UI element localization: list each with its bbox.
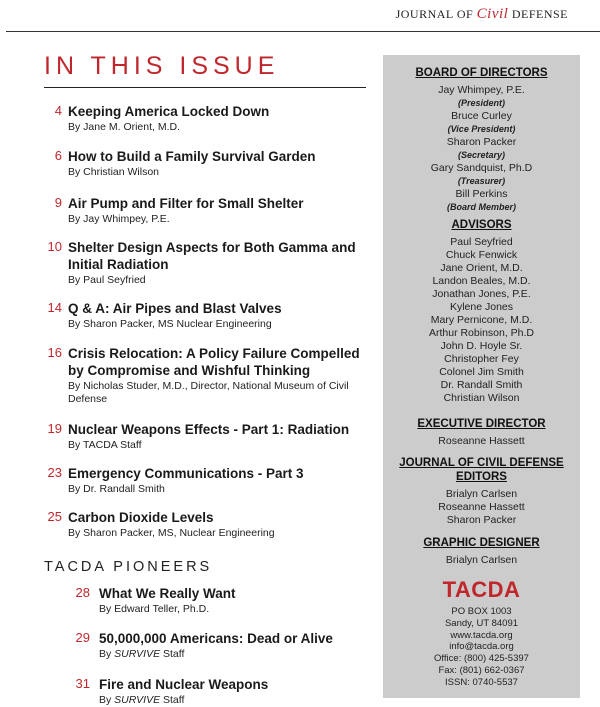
advisor-name: Mary Pernicone, M.D. (430, 314, 533, 326)
editor-name: Sharon Packer (446, 514, 517, 526)
toc-title: 50,000,000 Americans: Dead or Alive (99, 631, 333, 646)
board-member-role: (Secretary) (457, 150, 506, 160)
graphic-designer-heading: GRAPHIC DESIGNER (423, 537, 540, 549)
editor-name: Roseanne Hassett (438, 501, 525, 513)
advisor-name: Landon Beales, M.D. (432, 275, 531, 287)
toc-byline: By Sharon Packer, MS, Nuclear Engineering (68, 527, 275, 539)
board-member-role: (President) (457, 98, 505, 108)
title-underline (44, 87, 366, 88)
contact-issn: ISSN: 0740-5537 (445, 676, 518, 688)
toc-page-number: 29 (75, 630, 90, 645)
toc-page-number: 14 (47, 300, 62, 315)
board-heading: BOARD OF DIRECTORS (415, 67, 548, 79)
issue-title: IN THIS ISSUE (44, 52, 280, 80)
toc-page-number: 6 (54, 148, 62, 163)
editors-heading-line-1: JOURNAL OF CIVIL DEFENSE (399, 457, 564, 469)
executive-director-heading: EXECUTIVE DIRECTOR (417, 418, 546, 430)
toc-page-number: 9 (54, 195, 62, 210)
masthead-suffix: DEFENSE (508, 7, 568, 21)
board-member-name: Sharon Packer (446, 136, 517, 148)
toc-page-number: 25 (47, 509, 62, 524)
advisors-heading: ADVISORS (451, 219, 512, 231)
toc-byline: By SURVIVE Staff (99, 694, 185, 706)
toc-byline: By Paul Seyfried (68, 274, 146, 286)
board-member-name: Bruce Curley (451, 110, 512, 122)
toc-title: Emergency Communications - Part 3 (68, 466, 304, 481)
toc-byline: By Christian Wilson (68, 166, 160, 178)
advisor-name: Jane Orient, M.D. (440, 262, 523, 274)
graphic-designer-list (383, 554, 580, 567)
toc-title: Keeping America Locked Down (68, 104, 270, 119)
editors-heading-line-2: EDITORS (456, 471, 507, 483)
contact-email-link[interactable]: info@tacda.org (449, 641, 514, 653)
board-member-role: (Vice President) (447, 124, 516, 134)
advisor-name: Jonathan Jones, P.E. (432, 288, 531, 300)
advisor-name: John D. Hoyle Sr. (440, 340, 523, 352)
executive-director-list (383, 435, 580, 448)
editors-list (383, 488, 580, 527)
toc-page-number: 16 (47, 345, 62, 360)
toc-byline: By Edward Teller, Ph.D. (99, 603, 210, 615)
toc-page-number: 19 (47, 421, 62, 436)
board-member-role: (Treasurer) (457, 176, 506, 186)
toc-title: How to Build a Family Survival Garden (68, 149, 316, 164)
advisor-name: Christopher Fey (444, 353, 519, 365)
board-member-name: Gary Sandquist, Ph.D (430, 162, 533, 174)
toc-byline: By Dr. Randall Smith (68, 483, 165, 495)
board-list (383, 84, 580, 214)
toc-byline: By Jay Whimpey, P.E. (68, 213, 170, 225)
tacda-logo: TACDA (442, 577, 521, 602)
toc-byline: By TACDA Staff (68, 439, 142, 451)
toc-page-number: 23 (47, 465, 62, 480)
toc-byline: By Sharon Packer, MS Nuclear Engineering (68, 318, 272, 330)
graphic-designer-name: Brialyn Carlsen (445, 554, 518, 566)
masthead-civil: Civil (476, 6, 509, 22)
journal-masthead (396, 6, 568, 23)
staff-sidebar (383, 55, 580, 698)
advisor-name: Dr. Randall Smith (440, 379, 523, 391)
toc-title: Air Pump and Filter for Small Shelter (68, 196, 304, 211)
toc-title: Shelter Design Aspects for Both Gamma and Initial Radiation (68, 240, 356, 272)
toc-byline: By SURVIVE Staff (99, 648, 185, 660)
contact-fax: Fax: (801) 662-0367 (438, 664, 525, 676)
contact-office-phone: Office: (800) 425-5397 (434, 653, 529, 665)
toc-byline: By Jane M. Orient, M.D. (68, 121, 181, 133)
advisor-name: Chuck Fenwick (445, 249, 518, 261)
toc-page-number: 28 (75, 585, 90, 600)
contact-address: PO BOX 1003 (451, 606, 512, 617)
toc-title: What We Really Want (99, 586, 236, 601)
advisors-list (383, 236, 580, 405)
editor-name: Brialyn Carlsen (445, 488, 518, 500)
masthead-prefix: JOURNAL OF (395, 7, 477, 21)
toc-page-number: 31 (75, 676, 90, 691)
advisor-name: Arthur Robinson, Ph.D (428, 327, 535, 339)
toc-title: Q & A: Air Pipes and Blast Valves (68, 301, 282, 316)
advisor-name: Kylene Jones (449, 301, 514, 313)
contact-website-link[interactable]: www.tacda.org (450, 629, 513, 641)
advisor-name: Colonel Jim Smith (439, 366, 524, 378)
contact-info (383, 606, 580, 689)
advisor-name: Paul Seyfried (450, 236, 513, 248)
toc-title: Fire and Nuclear Weapons (99, 677, 269, 692)
toc-title: Crisis Relocation: A Policy Failure Compelled by Compromise and Wishful Thinking (68, 346, 360, 378)
board-member-name: Jay Whimpey, P.E. (438, 84, 525, 96)
toc-byline: By Nicholas Studer, M.D., Director, National Museum of Civil Defense (68, 380, 349, 405)
toc-page-number: 4 (54, 103, 62, 118)
toc-page-number: 10 (47, 239, 62, 254)
toc-title: Carbon Dioxide Levels (68, 510, 214, 525)
toc-title: Nuclear Weapons Effects - Part 1: Radiation (68, 422, 350, 437)
advisor-name: Christian Wilson (443, 392, 520, 404)
contact-city: Sandy, UT 84091 (444, 617, 519, 629)
header-divider (6, 31, 600, 32)
executive-director-name: Roseanne Hassett (438, 435, 525, 447)
board-member-role: (Board Member) (446, 202, 516, 212)
pioneers-heading: TACDA PIONEERS (44, 559, 213, 575)
board-member-name: Bill Perkins (455, 188, 508, 200)
